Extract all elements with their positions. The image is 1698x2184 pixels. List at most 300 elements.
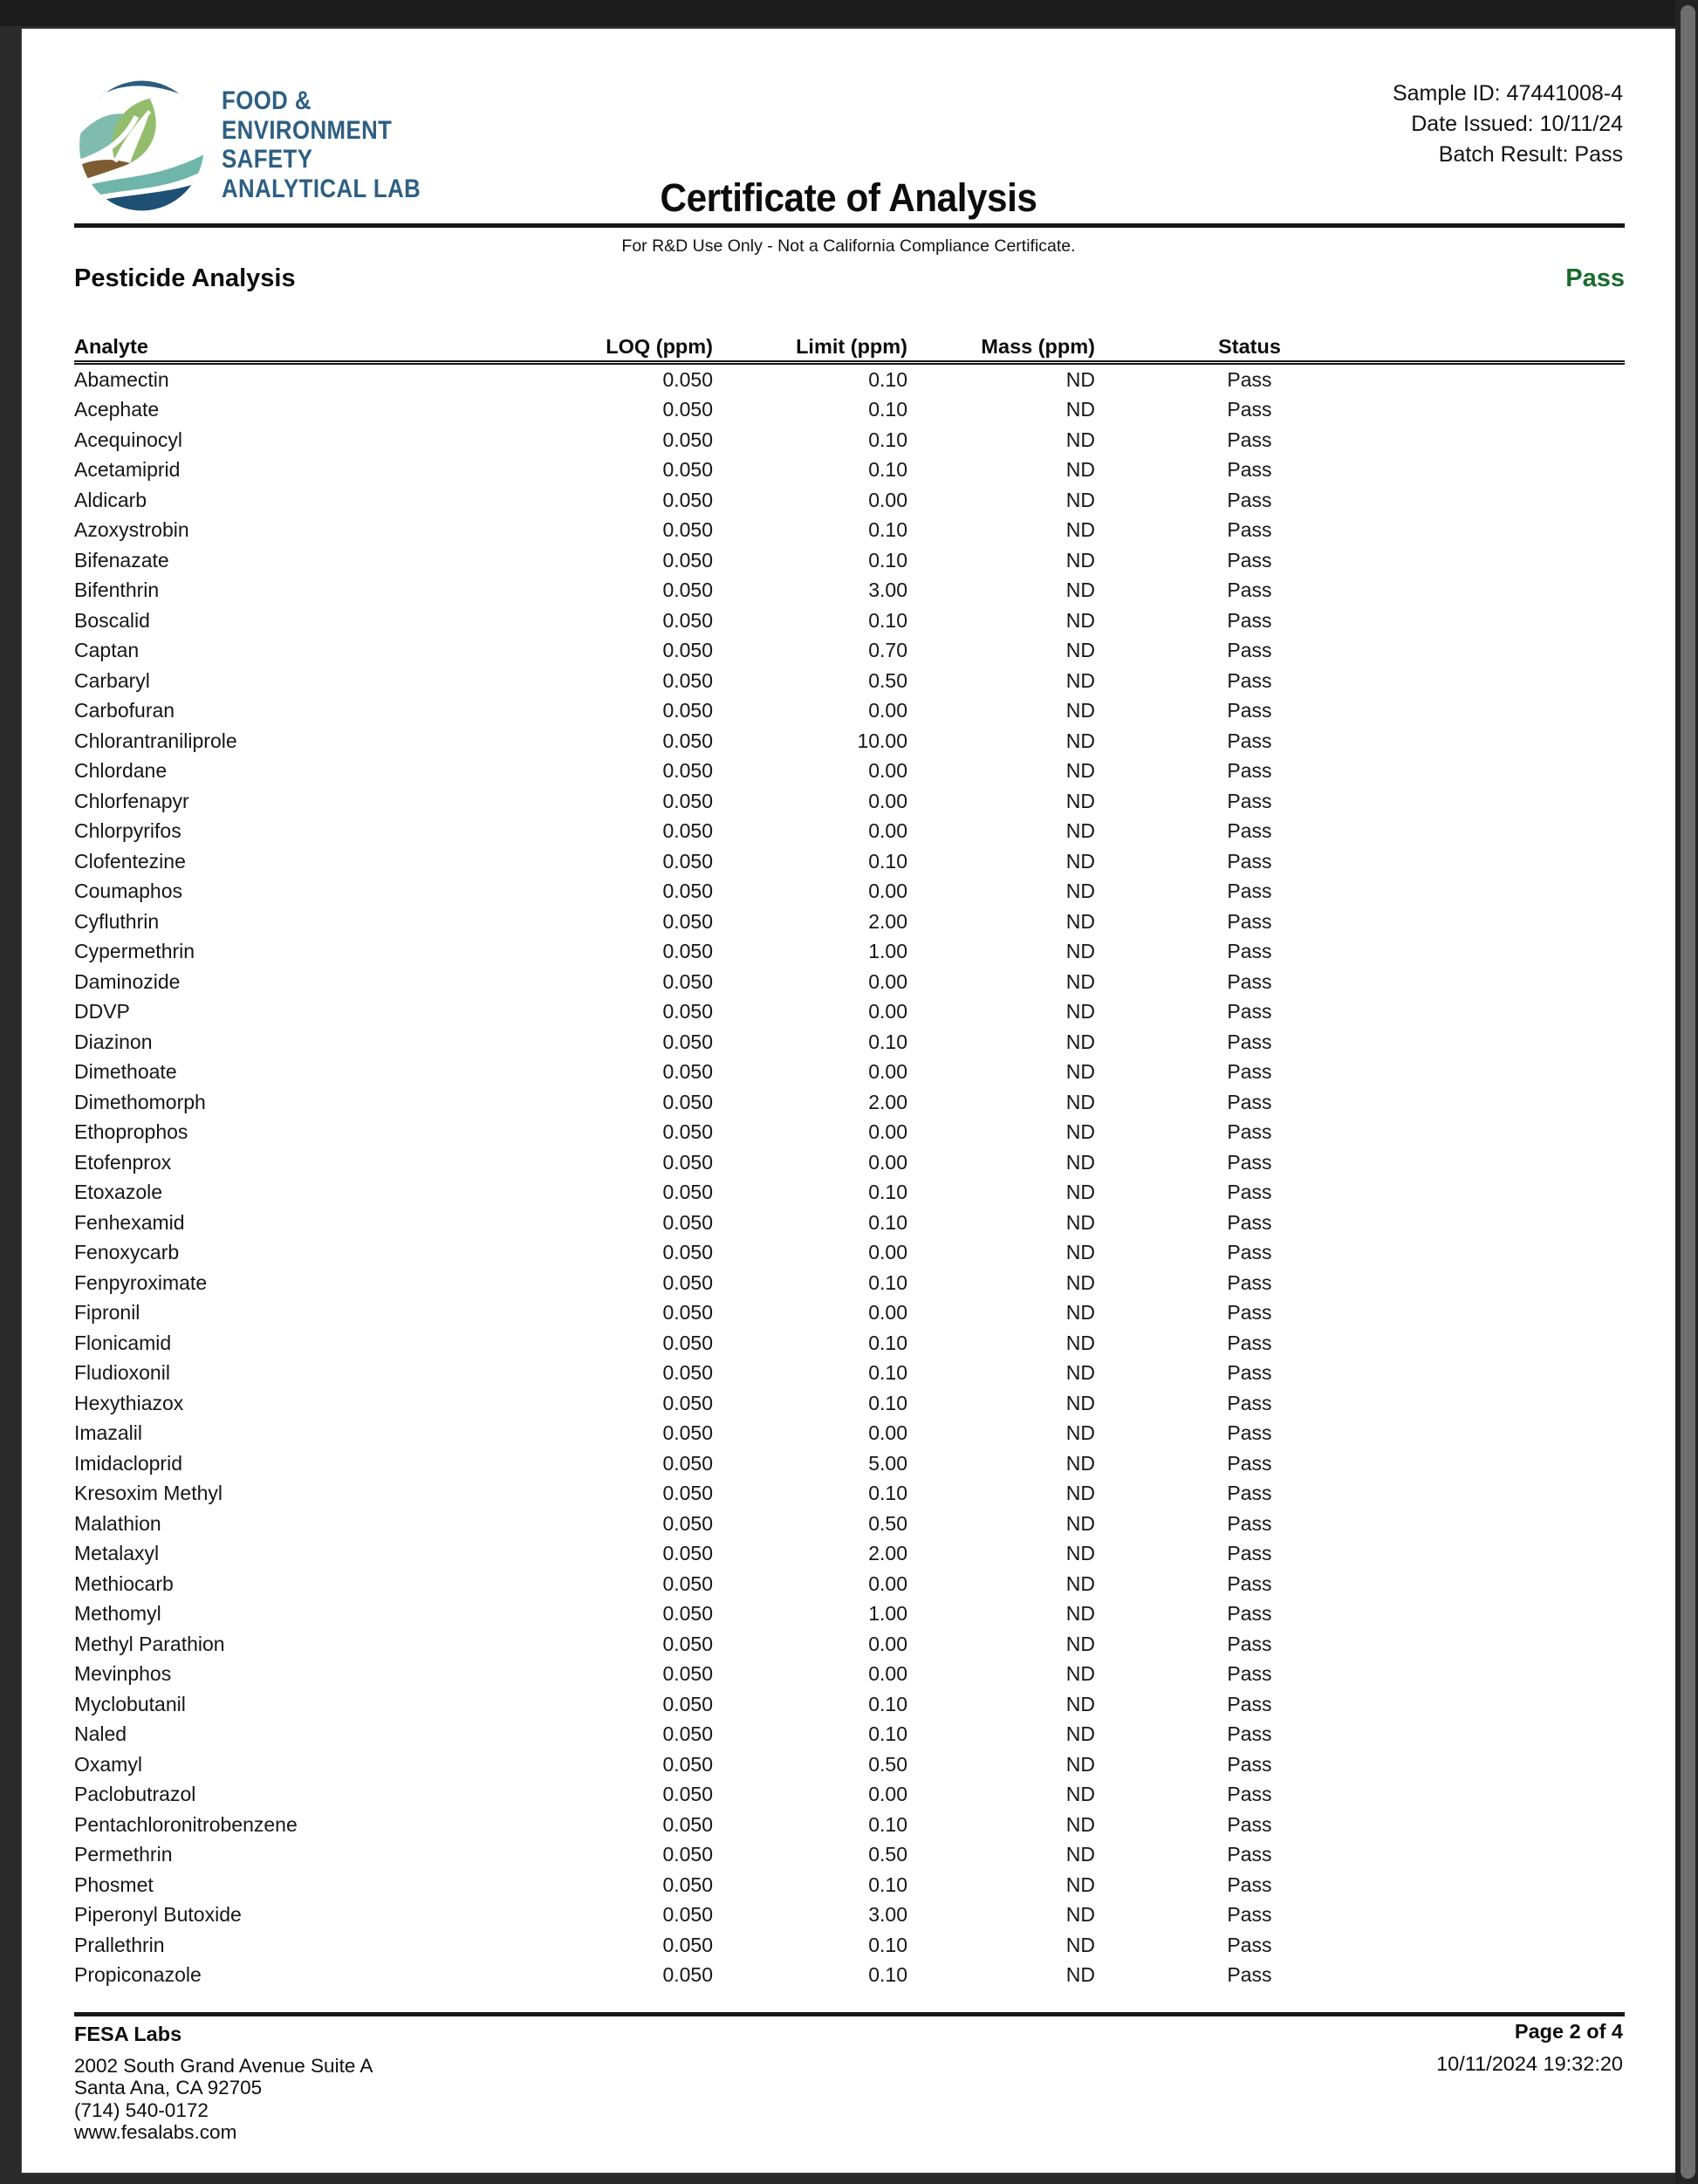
analyte-cell: Piperonyl Butoxide (74, 1903, 242, 1927)
mass-cell: ND (1065, 969, 1095, 993)
limit-cell: 0.10 (868, 1030, 907, 1053)
table-row (74, 1388, 1625, 1419)
spacer-cell (1404, 1720, 1625, 1750)
mass-cell: ND (1065, 909, 1095, 933)
limit-cell: 0.10 (868, 1210, 907, 1234)
mass-cell: ND (1065, 849, 1095, 873)
mass-cell: ND (1065, 759, 1095, 783)
scrollbar-track[interactable] (1675, 0, 1698, 2184)
status-cell: Pass (1227, 428, 1272, 451)
loq-cell: 0.050 (662, 1361, 713, 1385)
table-row (74, 1208, 1625, 1238)
column-header-analyte: Analyte (74, 333, 563, 363)
table-row (74, 1509, 1625, 1539)
analyte-cell: Acequinocyl (74, 428, 183, 451)
status-cell: Pass (1227, 1662, 1272, 1686)
limit-cell: 0.50 (868, 1752, 907, 1776)
loq-cell: 0.050 (662, 849, 713, 873)
mass-cell: ND (1065, 1963, 1095, 1987)
mass-cell: ND (1065, 428, 1095, 451)
analyte-cell: Clofentezine (74, 849, 186, 873)
status-cell: Pass (1227, 608, 1272, 632)
mass-cell: ND (1065, 1000, 1095, 1024)
document-page (22, 29, 1675, 2173)
analyte-cell: Methomyl (74, 1602, 161, 1626)
status-cell: Pass (1227, 699, 1272, 722)
page-number: Page 2 of 4 (1514, 2020, 1623, 2043)
analyte-cell: Fipronil (74, 1301, 140, 1325)
analyte-cell: Bifenazate (74, 548, 169, 572)
loq-cell: 0.050 (662, 1030, 713, 1053)
scrollbar-thumb[interactable] (1681, 5, 1695, 2179)
mass-cell: ND (1065, 639, 1095, 662)
table-row (74, 1539, 1625, 1570)
analysis-table-body (74, 363, 1625, 1991)
loq-cell: 0.050 (662, 969, 713, 993)
table-row (74, 817, 1625, 847)
analyte-cell: Azoxystrobin (74, 518, 189, 542)
loq-cell: 0.050 (662, 398, 713, 421)
analyte-cell: Dimethomorph (74, 1090, 206, 1113)
spacer-cell (1404, 997, 1625, 1028)
loq-cell: 0.050 (662, 1903, 713, 1927)
spacer-cell (1404, 1388, 1625, 1419)
status-cell: Pass (1227, 1270, 1272, 1294)
analyte-cell: Hexythiazox (74, 1391, 184, 1414)
analyte-cell: Flonicamid (74, 1331, 172, 1354)
mass-cell: ND (1065, 458, 1095, 482)
footer-page-block (1436, 2020, 1623, 2076)
status-cell: Pass (1227, 518, 1272, 542)
mass-cell: ND (1065, 1571, 1095, 1595)
status-cell: Pass (1227, 1030, 1272, 1053)
analyte-cell: Imidacloprid (74, 1451, 182, 1475)
spacer-cell (1404, 1027, 1625, 1058)
spacer-cell (1404, 1448, 1625, 1479)
limit-cell: 0.10 (868, 1812, 907, 1836)
table-row (74, 1569, 1625, 1599)
limit-cell: 3.00 (868, 1903, 907, 1927)
status-cell: Pass (1227, 1000, 1272, 1024)
logo-line: ENVIRONMENT (222, 115, 393, 145)
status-cell: Pass (1227, 1602, 1272, 1626)
footer-rule (74, 2012, 1625, 2016)
analyte-cell: Mevinphos (74, 1662, 172, 1686)
limit-cell: 0.00 (868, 699, 907, 722)
spacer-cell (1404, 726, 1625, 757)
spacer-cell (1404, 363, 1625, 395)
analyte-cell: Coumaphos (74, 880, 183, 903)
mass-cell: ND (1065, 548, 1095, 572)
header-rule (74, 223, 1625, 228)
table-row (74, 1599, 1625, 1630)
limit-cell: 2.00 (868, 1090, 907, 1113)
limit-cell: 0.00 (868, 969, 907, 993)
limit-cell: 2.00 (868, 1542, 907, 1565)
analyte-cell: Cypermethrin (74, 940, 195, 963)
analyte-cell: Metalaxyl (74, 1542, 160, 1565)
table-row (74, 726, 1625, 757)
analyte-cell: Carbaryl (74, 668, 150, 692)
analyte-cell: Malathion (74, 1511, 161, 1535)
spacer-cell (1404, 1539, 1625, 1570)
limit-cell: 0.10 (868, 518, 907, 542)
spacer-cell (1404, 1900, 1625, 1931)
mass-cell: ND (1065, 398, 1095, 421)
analyte-cell: Permethrin (74, 1843, 173, 1866)
loq-cell: 0.050 (662, 548, 713, 572)
status-cell: Pass (1227, 1933, 1272, 1956)
loq-cell: 0.050 (662, 1090, 713, 1113)
analyte-cell: Methiocarb (74, 1571, 174, 1595)
mass-cell: ND (1065, 1872, 1095, 1896)
spacer-cell (1404, 576, 1625, 606)
analyte-cell: DDVP (74, 1000, 130, 1024)
spacer-cell (1404, 1419, 1625, 1449)
loq-cell: 0.050 (662, 880, 713, 903)
status-cell: Pass (1227, 909, 1272, 933)
mass-cell: ND (1065, 1241, 1095, 1264)
column-header-status: Status (1095, 333, 1404, 363)
spacer-cell (1404, 1930, 1625, 1961)
limit-cell: 0.50 (868, 668, 907, 692)
status-cell: Pass (1227, 488, 1272, 511)
status-cell: Pass (1227, 1241, 1272, 1264)
mass-cell: ND (1065, 1331, 1095, 1354)
limit-cell: 10.00 (857, 729, 907, 752)
limit-cell: 0.00 (868, 880, 907, 903)
spacer-cell (1404, 1961, 1625, 1991)
spacer-cell (1404, 1147, 1625, 1178)
table-row (74, 1058, 1625, 1088)
limit-cell: 0.10 (868, 1933, 907, 1956)
loq-cell: 0.050 (662, 1632, 713, 1655)
column-header-limit: Limit (ppm) (713, 333, 907, 363)
status-cell: Pass (1227, 579, 1272, 602)
table-row (74, 1870, 1625, 1900)
spacer-cell (1404, 606, 1625, 636)
table-row (74, 1027, 1625, 1058)
loq-cell: 0.050 (662, 367, 713, 391)
batch-result-line: Batch Result: Pass (1438, 142, 1623, 167)
spacer-cell (1404, 817, 1625, 847)
loq-cell: 0.050 (662, 1933, 713, 1956)
mass-cell: ND (1065, 1361, 1095, 1385)
limit-cell: 0.00 (868, 1301, 907, 1325)
footer-lab-block (74, 2023, 373, 2144)
table-row (74, 786, 1625, 817)
mass-cell: ND (1065, 1933, 1095, 1956)
analyte-cell: Imazalil (74, 1421, 142, 1445)
status-cell: Pass (1227, 1120, 1272, 1144)
mass-cell: ND (1065, 1903, 1095, 1927)
table-row (74, 967, 1625, 997)
status-cell: Pass (1227, 668, 1272, 692)
loq-cell: 0.050 (662, 1060, 713, 1084)
mass-cell: ND (1065, 668, 1095, 692)
mass-cell: ND (1065, 1722, 1095, 1746)
analyte-cell: Fenpyroximate (74, 1270, 208, 1294)
analyte-cell: Chlorantraniliprole (74, 729, 237, 752)
limit-cell: 0.70 (868, 639, 907, 662)
status-cell: Pass (1227, 1903, 1272, 1927)
spacer-cell (1404, 1840, 1625, 1871)
status-cell: Pass (1227, 1692, 1272, 1715)
status-cell: Pass (1227, 969, 1272, 993)
mass-cell: ND (1065, 789, 1095, 812)
loq-cell: 0.050 (662, 1722, 713, 1746)
page-title: Certificate of Analysis (660, 175, 1037, 220)
table-row (74, 1268, 1625, 1298)
mass-cell: ND (1065, 1421, 1095, 1445)
spacer-cell (1404, 1118, 1625, 1148)
table-row (74, 1660, 1625, 1690)
mass-cell: ND (1065, 1632, 1095, 1655)
analyte-cell: Myclobutanil (74, 1692, 186, 1715)
limit-cell: 0.10 (868, 398, 907, 421)
loq-cell: 0.050 (662, 1571, 713, 1595)
status-cell: Pass (1227, 819, 1272, 843)
spacer-cell (1404, 1178, 1625, 1208)
loq-cell: 0.050 (662, 1872, 713, 1896)
loq-cell: 0.050 (662, 1542, 713, 1565)
spacer-cell (1404, 516, 1625, 546)
loq-cell: 0.050 (662, 1783, 713, 1806)
mass-cell: ND (1065, 1812, 1095, 1836)
mass-cell: ND (1065, 1542, 1095, 1565)
analyte-cell: Acetamiprid (74, 458, 181, 482)
loq-cell: 0.050 (662, 1000, 713, 1024)
limit-cell: 0.00 (868, 1120, 907, 1144)
spacer-cell (1404, 1629, 1625, 1660)
status-cell: Pass (1227, 880, 1272, 903)
limit-cell: 5.00 (868, 1451, 907, 1475)
logo-line: ANALYTICAL LAB (222, 174, 421, 203)
status-cell: Pass (1227, 1150, 1272, 1174)
status-cell: Pass (1227, 1181, 1272, 1204)
mass-cell: ND (1065, 488, 1095, 511)
analyte-cell: Fludioxonil (74, 1361, 170, 1385)
status-cell: Pass (1227, 1421, 1272, 1445)
loq-cell: 0.050 (662, 1511, 713, 1535)
limit-cell: 0.10 (868, 458, 907, 482)
loq-cell: 0.050 (662, 1451, 713, 1475)
loq-cell: 0.050 (662, 819, 713, 843)
limit-cell: 0.00 (868, 759, 907, 783)
table-row (74, 485, 1625, 516)
limit-cell: 0.00 (868, 1000, 907, 1024)
loq-cell: 0.050 (662, 909, 713, 933)
table-row (74, 1147, 1625, 1178)
limit-cell: 0.10 (868, 608, 907, 632)
mass-cell: ND (1065, 1060, 1095, 1084)
spacer-cell (1404, 877, 1625, 907)
table-row (74, 1780, 1625, 1811)
mass-cell: ND (1065, 579, 1095, 602)
mass-cell: ND (1065, 1482, 1095, 1505)
table-row (74, 1087, 1625, 1118)
analyte-cell: Daminozide (74, 969, 181, 993)
spacer-cell (1404, 1569, 1625, 1599)
mass-cell: ND (1065, 880, 1095, 903)
table-row (74, 907, 1625, 937)
status-cell: Pass (1227, 1812, 1272, 1836)
loq-cell: 0.050 (662, 1270, 713, 1294)
table-row (74, 1629, 1625, 1660)
analyte-cell: Pentachloronitrobenzene (74, 1812, 298, 1836)
status-cell: Pass (1227, 940, 1272, 963)
limit-cell: 0.00 (868, 789, 907, 812)
section-header (74, 264, 1625, 293)
table-row (74, 1328, 1625, 1359)
logo-line: FOOD & (222, 86, 312, 115)
table-row (74, 1810, 1625, 1840)
table-row (74, 1900, 1625, 1931)
mass-cell: ND (1065, 1030, 1095, 1053)
status-cell: Pass (1227, 849, 1272, 873)
spacer-cell (1404, 937, 1625, 968)
table-row (74, 937, 1625, 968)
loq-cell: 0.050 (662, 1843, 713, 1866)
column-header-mass: Mass (ppm) (907, 333, 1095, 363)
loq-cell: 0.050 (662, 1241, 713, 1264)
table-header-row (74, 333, 1625, 363)
analyte-cell: Captan (74, 639, 140, 662)
limit-cell: 2.00 (868, 909, 907, 933)
limit-cell: 0.00 (868, 1421, 907, 1445)
status-cell: Pass (1227, 639, 1272, 662)
table-row (74, 1448, 1625, 1479)
analyte-cell: Oxamyl (74, 1752, 142, 1776)
limit-cell: 0.10 (868, 1963, 907, 1987)
mass-cell: ND (1065, 1511, 1095, 1535)
status-cell: Pass (1227, 1722, 1272, 1746)
spacer-cell (1404, 907, 1625, 937)
loq-cell: 0.050 (662, 1210, 713, 1234)
loq-cell: 0.050 (662, 668, 713, 692)
spacer-cell (1404, 1238, 1625, 1269)
mass-cell: ND (1065, 1391, 1095, 1414)
analyte-cell: Prallethrin (74, 1933, 165, 1956)
loq-cell: 0.050 (662, 1963, 713, 1987)
table-row (74, 1178, 1625, 1208)
spacer-cell (1404, 1660, 1625, 1690)
status-cell: Pass (1227, 1482, 1272, 1505)
spacer-cell (1404, 696, 1625, 727)
status-cell: Pass (1227, 1361, 1272, 1385)
mass-cell: ND (1065, 1150, 1095, 1174)
loq-cell: 0.050 (662, 1331, 713, 1354)
analyte-cell: Chlorpyrifos (74, 819, 181, 843)
loq-cell: 0.050 (662, 639, 713, 662)
loq-cell: 0.050 (662, 1602, 713, 1626)
limit-cell: 0.00 (868, 1060, 907, 1084)
column-header-loq: LOQ (ppm) (563, 333, 713, 363)
analyte-cell: Methyl Parathion (74, 1632, 225, 1655)
table-row (74, 1118, 1625, 1148)
table-row (74, 636, 1625, 667)
spacer-cell (1404, 967, 1625, 997)
status-cell: Pass (1227, 789, 1272, 812)
spacer-cell (1404, 1870, 1625, 1900)
mass-cell: ND (1065, 940, 1095, 963)
loq-cell: 0.050 (662, 1752, 713, 1776)
section-status-badge: Pass (1565, 264, 1625, 292)
date-issued-line: Date Issued: 10/11/24 (1411, 112, 1623, 136)
spacer-cell (1404, 636, 1625, 667)
limit-cell: 0.10 (868, 1692, 907, 1715)
limit-cell: 0.10 (868, 1722, 907, 1746)
loq-cell: 0.050 (662, 789, 713, 812)
loq-cell: 0.050 (662, 1301, 713, 1325)
section-title: Pesticide Analysis (74, 264, 296, 292)
limit-cell: 1.00 (868, 940, 907, 963)
table-row (74, 363, 1625, 395)
limit-cell: 0.00 (868, 1783, 907, 1806)
status-cell: Pass (1227, 1451, 1272, 1475)
mass-cell: ND (1065, 367, 1095, 391)
loq-cell: 0.050 (662, 518, 713, 542)
spacer-cell (1404, 1479, 1625, 1510)
spacer-cell (1404, 545, 1625, 576)
analyte-cell: Etoxazole (74, 1181, 163, 1204)
limit-cell: 0.00 (868, 1632, 907, 1655)
analyte-cell: Acephate (74, 398, 160, 421)
limit-cell: 0.10 (868, 849, 907, 873)
table-row (74, 1749, 1625, 1780)
table-row (74, 606, 1625, 636)
analyte-cell: Propiconazole (74, 1963, 202, 1987)
loq-cell: 0.050 (662, 1391, 713, 1414)
pesticide-analysis-table (74, 333, 1625, 1990)
status-cell: Pass (1227, 1210, 1272, 1234)
table-row (74, 1479, 1625, 1510)
table-row (74, 425, 1625, 455)
loq-cell: 0.050 (662, 1692, 713, 1715)
limit-cell: 0.10 (868, 367, 907, 391)
mass-cell: ND (1065, 1090, 1095, 1113)
analyte-cell: Bifenthrin (74, 579, 160, 602)
spacer-cell (1404, 1509, 1625, 1539)
status-cell: Pass (1227, 1331, 1272, 1354)
spacer-cell (1404, 1328, 1625, 1359)
analyte-cell: Kresoxim Methyl (74, 1482, 223, 1505)
sample-info-block (1393, 79, 1623, 170)
mass-cell: ND (1065, 1843, 1095, 1866)
limit-cell: 0.50 (868, 1511, 907, 1535)
status-cell: Pass (1227, 398, 1272, 421)
limit-cell: 0.10 (868, 1270, 907, 1294)
table-row (74, 545, 1625, 576)
limit-cell: 0.10 (868, 1361, 907, 1385)
table-row (74, 1298, 1625, 1329)
limit-cell: 0.10 (868, 1391, 907, 1414)
limit-cell: 0.00 (868, 1571, 907, 1595)
analyte-cell: Chlorfenapyr (74, 789, 189, 812)
mass-cell: ND (1065, 1210, 1095, 1234)
status-cell: Pass (1227, 367, 1272, 391)
analyte-cell: Abamectin (74, 367, 169, 391)
spacer-cell (1404, 1599, 1625, 1630)
mass-cell: ND (1065, 1181, 1095, 1204)
limit-cell: 3.00 (868, 579, 907, 602)
analyte-cell: Diazinon (74, 1030, 153, 1053)
mass-cell: ND (1065, 819, 1095, 843)
loq-cell: 0.050 (662, 1150, 713, 1174)
limit-cell: 0.10 (868, 1872, 907, 1896)
table-row (74, 455, 1625, 486)
limit-cell: 0.00 (868, 488, 907, 511)
